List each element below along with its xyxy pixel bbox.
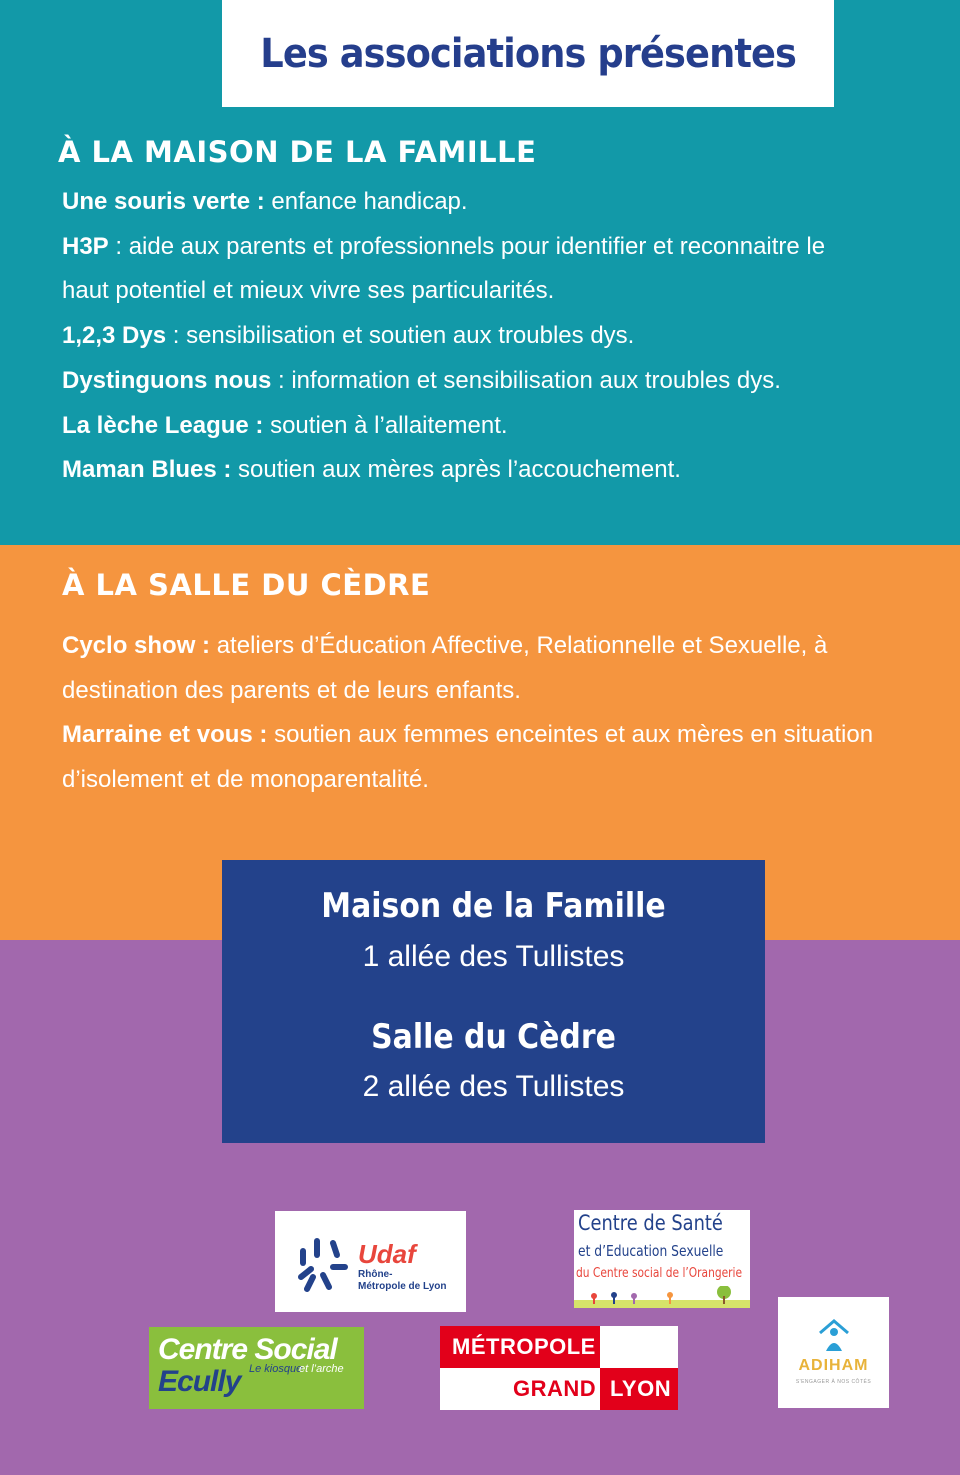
association-description: : aide aux parents et professionnels pour identifier et reconnaitre le [108, 232, 826, 260]
centre-social-title: Centre Social [158, 1333, 337, 1366]
association-name: Cyclo show : [62, 632, 211, 659]
place-address-maison: 1 allée des Tullistes [362, 940, 625, 973]
list-item [62, 269, 960, 314]
association-name: 1,2,3 Dys [62, 322, 167, 350]
centre-sante-logo [574, 1210, 750, 1308]
place-name-cedre: Salle du Cèdre [371, 1017, 616, 1057]
udaf-sub-line: Rhône- [358, 1269, 393, 1280]
association-name: Une souris verte : [62, 188, 265, 215]
centre-sante-line3: du Centre social de l’Orangerie [576, 1266, 743, 1281]
association-name: Dystinguons nous [62, 366, 272, 394]
metro-word-metropole: MÉTROPOLE [452, 1334, 596, 1359]
title-box [222, 0, 834, 107]
metro-white-block [600, 1326, 678, 1368]
udaf-subtitle [358, 1269, 447, 1293]
list-item [62, 359, 960, 404]
adiham-name: ADIHAM [798, 1357, 869, 1374]
address-box [222, 860, 765, 1143]
section-heading-maison: À LA MAISON DE LA FAMILLE [58, 135, 537, 169]
udaf-people-icon [293, 1233, 353, 1293]
list-item [62, 448, 960, 493]
association-description: enfance handicap. [264, 188, 468, 215]
association-description: soutien à l’allaitement. [263, 411, 508, 439]
association-description: haut potentiel et mieux vivre ses particularités. [62, 277, 555, 305]
place-address-cedre: 2 allée des Tullistes [362, 1070, 625, 1103]
association-description: d’isolement et de monoparentalité. [62, 766, 429, 794]
list-item [62, 225, 960, 270]
centre-sante-line2: et d’Education Sexuelle [578, 1242, 724, 1260]
metro-word-lyon: LYON [610, 1376, 672, 1401]
association-description: ateliers d’Éducation Affective, Relationnelle et Sexuelle, à [210, 632, 828, 659]
metro-word-grand: GRAND [513, 1376, 597, 1401]
maison-association-list [62, 180, 960, 493]
association-name: La lèche League : [62, 411, 264, 439]
centre-social-arche: et l’arche [299, 1363, 344, 1375]
list-item [62, 669, 960, 714]
association-name: Maman Blues : [62, 456, 232, 484]
association-description: : sensibilisation et soutien aux troubles dys. [166, 322, 635, 350]
list-item [62, 314, 960, 359]
association-description: soutien aux femmes enceintes et aux mères en situation [267, 721, 874, 749]
house-person-icon [814, 1315, 854, 1355]
list-item [62, 404, 960, 449]
list-item [62, 180, 960, 225]
centre-sante-title: Centre de Santé [578, 1211, 723, 1235]
people-illustration-icon [574, 1286, 750, 1308]
cedre-association-list [62, 624, 960, 803]
list-item [62, 713, 960, 758]
association-description: : information et sensibilisation aux troubles dys. [271, 366, 781, 394]
udaf-sub-line: Métropole de Lyon [358, 1281, 447, 1292]
adiham-logo [778, 1297, 889, 1408]
centre-social-ecully-logo [149, 1327, 364, 1409]
section-heading-cedre: À LA SALLE DU CÈDRE [62, 568, 431, 602]
adiham-tagline: S'ENGAGER À NOS CÔTÉS [795, 1379, 872, 1385]
metropole-grand-lyon-logo [440, 1326, 678, 1410]
centre-social-city: Ecully [158, 1365, 241, 1398]
association-name: Marraine et vous : [62, 721, 268, 749]
udaf-name: Udaf [358, 1239, 416, 1269]
association-description: destination des parents et de leurs enfants. [62, 676, 521, 704]
list-item [62, 624, 960, 669]
association-name: H3P [62, 232, 109, 260]
list-item [62, 758, 960, 803]
udaf-logo [275, 1211, 466, 1312]
place-name-maison: Maison de la Famille [321, 886, 666, 926]
page-title: Les associations présentes [260, 30, 796, 77]
association-description: soutien aux mères après l’accouchement. [231, 456, 681, 484]
centre-social-kiosque: Le kiosque [249, 1363, 303, 1375]
